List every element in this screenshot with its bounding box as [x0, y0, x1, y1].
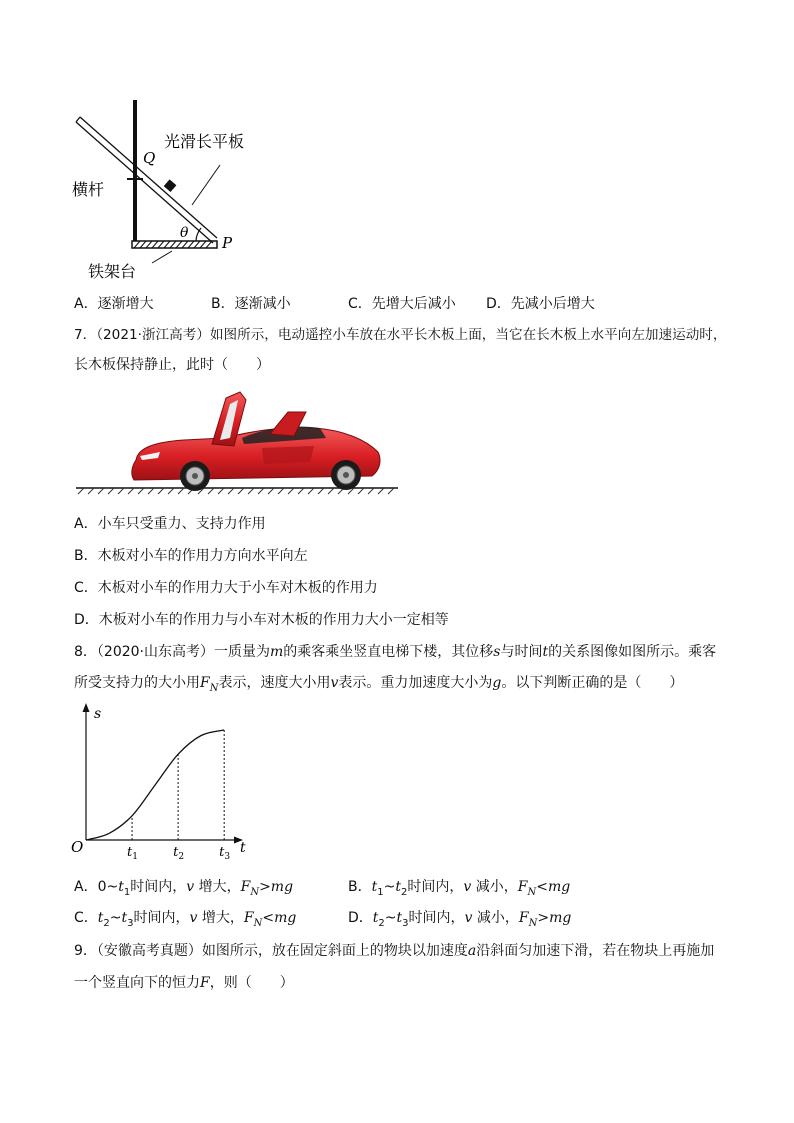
- chart-x-tick-labels: [127, 845, 230, 862]
- label-P: P: [222, 234, 233, 252]
- chart-series-line: [86, 730, 224, 840]
- q8-stem-line2: 所受支持力的大小用$F_N$表示，速度大小用v表示。重力加速度大小为g。以下判断正确的是（ ）: [74, 675, 684, 694]
- q6-option-d[interactable]: D．先减小后增大: [486, 296, 595, 312]
- chart-ylabel: s: [94, 706, 102, 722]
- q7-option-b[interactable]: B．木板对小车的作用力方向水平向左: [74, 548, 308, 564]
- label-rod: 横杆: [72, 180, 105, 199]
- q8-stem-line1: 8．（2020·山东高考）一质量为m的乘客乘坐竖直电梯下楼，其位移s与时间t的关系图像如图所示。乘客: [74, 644, 717, 660]
- figure-q6-incline-diagram: [60, 95, 280, 285]
- x-tick-label-t3: $t_3$: [219, 845, 231, 862]
- q9-stem-line1: 9．（安徽高考真题）如图所示，放在固定斜面上的物块以加速度a沿斜面匀加速下滑，若在物块上再施加: [74, 943, 715, 959]
- leader-line-stand: [152, 251, 172, 263]
- x-tick-label-t1: $t_1$: [127, 845, 139, 862]
- q7-option-c[interactable]: C．木板对小车的作用力大于小车对木板的作用力: [74, 580, 378, 596]
- block: [164, 179, 177, 192]
- q8-s-t-chart: [66, 700, 266, 865]
- q7-stem-line2: 长木板保持静止，此时（ ）: [74, 357, 270, 373]
- q8-option-a[interactable]: A．$0\sim t_1$时间内，v 增大，$F_N>mg$: [74, 879, 294, 898]
- q6-option-c[interactable]: C．先增大后减小: [348, 296, 456, 312]
- label-board: 光滑长平板: [164, 132, 245, 151]
- chart-xlabel: t: [240, 840, 246, 856]
- q8-option-d[interactable]: D．$t_2\sim t_3$时间内，v 减小，$F_N>mg$: [348, 910, 572, 929]
- q6-option-b[interactable]: B．逐渐减小: [211, 296, 291, 312]
- x-tick-label-t2: $t_2$: [173, 845, 185, 862]
- q6-option-a[interactable]: A．逐渐增大: [74, 296, 154, 312]
- figure-q7-red-car: [74, 388, 404, 500]
- label-stand: 铁架台: [88, 262, 137, 281]
- q9-stem-line2: 一个竖直向下的恒力F，则（ ）: [74, 975, 294, 991]
- q7-stem-line1: 7．（2021·浙江高考）如图所示，电动遥控小车放在水平长木板上面，当它在长木板上水平向左加速运动时，: [74, 327, 727, 343]
- q7-option-a[interactable]: A．小车只受重力、支持力作用: [74, 516, 266, 532]
- leader-line: [192, 165, 220, 205]
- q7-option-d[interactable]: D．木板对小车的作用力与小车对木板的作用力大小一定相等: [74, 612, 449, 628]
- chart-origin: O: [71, 838, 84, 856]
- chart-guides: [132, 730, 224, 840]
- label-theta: θ: [180, 225, 189, 241]
- q8-option-c[interactable]: C．$t_2\sim t_3$时间内，v 增大，$F_N<mg$: [74, 910, 297, 929]
- label-Q: Q: [143, 149, 156, 167]
- q8-option-b[interactable]: B．$t_1\sim t_2$时间内，v 减小，$F_N<mg$: [348, 879, 571, 898]
- chart-y-arrow: [83, 703, 90, 712]
